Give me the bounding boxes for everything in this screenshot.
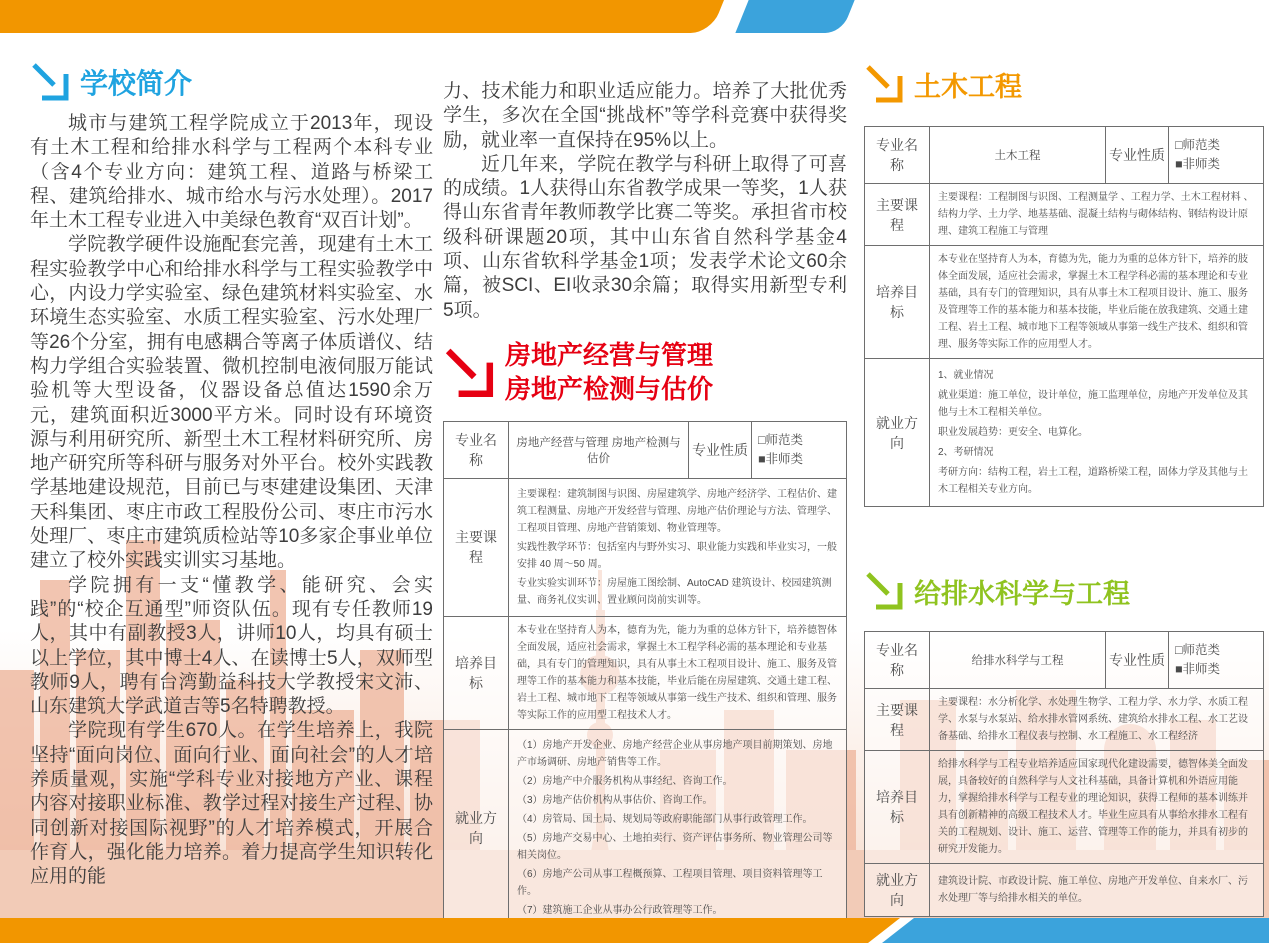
label-major-name: 专业名称 xyxy=(444,421,509,478)
label-major-name: 专业名称 xyxy=(865,632,930,689)
label-courses: 主要课程 xyxy=(444,478,509,616)
jobs-line: 职业发展趋势：更安全、电算化。 xyxy=(938,427,1088,438)
type-checkboxes xyxy=(1169,127,1264,184)
label-goal: 培养目标 xyxy=(444,616,509,729)
non-normal-type-option: ■非师类 xyxy=(1175,662,1221,676)
goal-cell: 本专业在坚持育人为本，育德为先，能力为重的总体方针下，培养的肢体全面发展，适应社会需求，掌握土木工程学科必需的基本理论和专业基础，具有专门的管理知识，具有从事土木工程项目设计、施工、服务及管理等工作的基本能力和基本技能，毕业后能在放我建筑、交通土建工程、岩土工程、城市地下工程等领域从事第一线生产技术、组织和管理、服务等实际工作的应用型人才。 xyxy=(930,246,1264,359)
type-checkboxes xyxy=(752,421,847,478)
jobs-line: 就业渠道：施工单位，设计单位，施工监理单位，房地产开发单位及其他与土木工程相关单位。 xyxy=(938,390,1248,418)
title-line-1: 房地产经营与管理 xyxy=(505,339,714,370)
intro-paragraph: 学院教学硬件设施配套完善，现建有土木工程实验教学中心和给排水科学与工程实验教学中心，内设力学实验室、绿色建筑材料实验室、水环境生态实验室、水质工程实验室、污水处理厂等26个分室，拥有电感耦合等离子体质谱仪、结构力学组合实验装置、微机控制电液伺服万能试验机等大型设备，仪器设备总值达1590余万元，建筑面积近3000平方米。同时设有环境资源与利用研究所、新型土木工程材料研究所、房地产研究所等科研与服务对外平台。校外实践教学基地建设规范，目前已与枣建建设集团、天津天科集团、枣庄市政工程股份公司、枣庄市污水处理厂、枣庄市建筑质检站等10多家企事业单位建立了校外实践实训实习基地。 xyxy=(30,234,433,572)
section-title: 学校简介 xyxy=(80,68,193,99)
bottom-orange-bar xyxy=(0,918,900,943)
jobs-line: （2）房地产中介服务机构从事经纪、咨询工作。 xyxy=(517,775,733,787)
jobs-line: （6）房地产公司从事工程概预算、工程项目管理、项目资料管理等工作。 xyxy=(517,868,823,897)
normal-type-option: □师范类 xyxy=(1175,643,1221,657)
courses-line: 专业实验实训环节：房屋施工图绘制、AutoCAD 建筑设计、校园建筑测量、商务礼仪实训、置业顾问岗前实训等。 xyxy=(517,577,832,606)
jobs-cell: 建筑设计院、市政设计院、施工单位、房地产开发单位、自来水厂、污水处理厂等与给排水相关的单位。 xyxy=(930,864,1264,917)
section-title xyxy=(505,339,713,407)
label-goal: 培养目标 xyxy=(865,751,930,864)
title-line-2: 房地产检测与估价 xyxy=(505,373,714,404)
jobs-cell xyxy=(509,729,847,926)
label-jobs: 就业方向 xyxy=(865,864,930,917)
program-name: 土木工程 xyxy=(930,127,1106,184)
section-title: 土木工程 xyxy=(914,71,1022,102)
jobs-cell xyxy=(930,359,1264,507)
jobs-line: 考研方向：结构工程，岩土工程，道路桥梁工程，固体力学及其他与土木工程相关专业方向。 xyxy=(938,467,1248,495)
section-heading-civil xyxy=(864,64,1264,104)
label-major-nature: 专业性质 xyxy=(689,421,752,478)
jobs-line: （4）房管局、国土局、规划局等政府职能部门从事行政管理工作。 xyxy=(517,813,813,825)
jobs-line: （5）房地产交易中心、土地拍卖行、资产评估事务所、物业管理公司等相关岗位。 xyxy=(517,832,833,861)
label-major-nature: 专业性质 xyxy=(1106,127,1169,184)
top-orange-bar xyxy=(0,0,724,33)
courses-line: 实践性教学环节：包括室内与野外实习、职业能力实践和毕业实习，一般安排 40 周～50 周。 xyxy=(517,541,837,570)
jobs-line: 2、考研情况 xyxy=(938,447,994,458)
section-title: 给排水科学与工程 xyxy=(914,578,1130,609)
program-name: 给排水科学与工程 xyxy=(930,632,1106,689)
courses-cell: 主要课程：水分析化学、水处理生物学、工程力学、水力学、水质工程学、水泵与水泵站、给水排水管网系统、建筑给水排水工程、水工艺设备基础、给排水工程仪表与控制、水工程施工、水工程经济 xyxy=(930,689,1264,751)
corner-arrow-icon xyxy=(864,571,904,611)
goal-cell: 给排水科学与工程专业培养适应国家现代化建设需要，德智体美全面发展，具备较好的自然科学与人文社科基础，具备计算机和外语应用能力，掌握给排水科学与工程专业的理论知识，获得工程师的基本训练并具有创新精神的高级工程技术人才。毕业生应具有从事给水排水工程有关的工程规划、设计、施工、运营、管理等工作的能力，并具有初步的研究开发能力。 xyxy=(930,751,1264,864)
normal-type-option: □师范类 xyxy=(1175,138,1221,152)
goal-cell: 本专业在坚持育人为本，德育为先，能力为重的总体方针下，培养德智体全面发展，适应社会需求，掌握土木工程学科必需的基本理论和专业基础，具有专门的管理知识，具有从事土木工程项目设计、施工、服务及管理等工作的基本能力和基本技能，毕业后能在房屋建筑、交通土建工程、岩土工程、城市地下工程等领域从事第一线生产技术、组织和管理、服务等实际工作的应用型工程技术人才。 xyxy=(509,616,847,729)
top-blue-bar xyxy=(735,0,854,33)
column-school-intro xyxy=(30,62,433,890)
jobs-line: （3）房地产估价机构从事估价、咨询工作。 xyxy=(517,794,713,806)
courses-cell: 主要课程：工程制图与识图、工程测量学 、工程力学、土木工程材料 、结构力学、土力学、地基基础、混凝土结构与砌体结构、钢结构设计原理、建筑工程施工与管理 xyxy=(930,184,1264,246)
jobs-line: （7）建筑施工企业从事办公行政管理等工作。 xyxy=(517,904,723,916)
section-heading-realestate xyxy=(443,339,847,407)
section-heading-water xyxy=(864,571,1264,611)
bottom-blue-bar xyxy=(882,918,1269,943)
section-heading-school-intro xyxy=(30,62,433,102)
program-table-civil xyxy=(864,126,1264,507)
program-table-water xyxy=(864,631,1264,917)
courses-cell xyxy=(509,478,847,616)
intro-paragraph: 学院拥有一支“懂教学、能研究、会实践”的“校企互通型”师资队伍。现有专任教师19人，其中有副教授3人，讲师10人，均具有硕士以上学位，其中博士4人、在读博士5人，双师型教师9人，聘有台湾勤益科技大学教授宋文沛、山东建筑大学武道吉等5名特聘教授。 xyxy=(30,574,433,718)
label-jobs: 就业方向 xyxy=(865,359,930,507)
corner-arrow-icon xyxy=(443,347,495,399)
column-right xyxy=(864,64,1264,917)
courses-line: 主要课程：建筑制图与识图、房屋建筑学、房地产经济学、工程估价、建筑工程测量、房地产开发经营与管理、房地产估价理论与方法、管理学、工程项目管理、房地产营销策划、物业管理等。 xyxy=(517,488,837,534)
intro-paragraph: 近几年来，学院在教学与科研上取得了可喜的成绩。1人获得山东省教学成果一等奖，1人获得山东省青年教师教学比赛二等奖。承担省市校级科研课题20项，其中山东省自然科学基金4项、山东省软科学基金1项；发表学术论文60余篇，被SCI、EI收录30余篇；取得实用新型专利5项。 xyxy=(443,153,847,321)
corner-arrow-icon xyxy=(30,62,70,102)
jobs-line: 1、就业情况 xyxy=(938,370,994,381)
label-jobs: 就业方向 xyxy=(444,729,509,926)
label-major-name: 专业名称 xyxy=(865,127,930,184)
type-checkboxes xyxy=(1169,632,1264,689)
label-major-nature: 专业性质 xyxy=(1106,632,1169,689)
intro-paragraph: 学院现有学生670人。在学生培养上，我院坚持“面向岗位、面向行业、面向社会”的人才培养质量观，实施“学科专业对接地方产业、课程内容对接职业标准、教学过程对接生产过程、协同创新对接国际视野”的人才培养模式，开展合作育人，强化能力培养。着力提高学生知识转化应用的能 xyxy=(30,720,433,888)
column-middle xyxy=(443,80,847,927)
label-goal: 培养目标 xyxy=(865,246,930,359)
corner-arrow-icon xyxy=(864,64,904,104)
intro-paragraph: 城市与建筑工程学院成立于2013年，现设有土木工程和给排水科学与工程两个本科专业（含4个专业方向：建筑工程、道路与桥梁工程、建筑给排水、城市给水与污水处理）。2017年土木工程专业进入中美绿色教育“双百计划”。 xyxy=(30,113,433,232)
label-courses: 主要课程 xyxy=(865,184,930,246)
non-normal-type-option: ■非师类 xyxy=(758,451,804,466)
intro-paragraph-continued: 力、技术能力和职业适应能力。培养了大批优秀学生，多次在全国“挑战杯”等学科竞赛中获得奖励，就业率一直保持在95%以上。 xyxy=(443,81,847,151)
non-normal-type-option: ■非师类 xyxy=(1175,157,1221,171)
label-courses: 主要课程 xyxy=(865,689,930,751)
program-name: 房地产经营与管理 房地产检测与估价 xyxy=(509,421,689,478)
jobs-line: （1）房地产开发企业、房地产经营企业从事房地产项目前期策划、房地产市场调研、房地产销售等工作。 xyxy=(517,739,833,768)
normal-type-option: □师范类 xyxy=(758,432,804,447)
program-table-realestate xyxy=(443,421,847,927)
